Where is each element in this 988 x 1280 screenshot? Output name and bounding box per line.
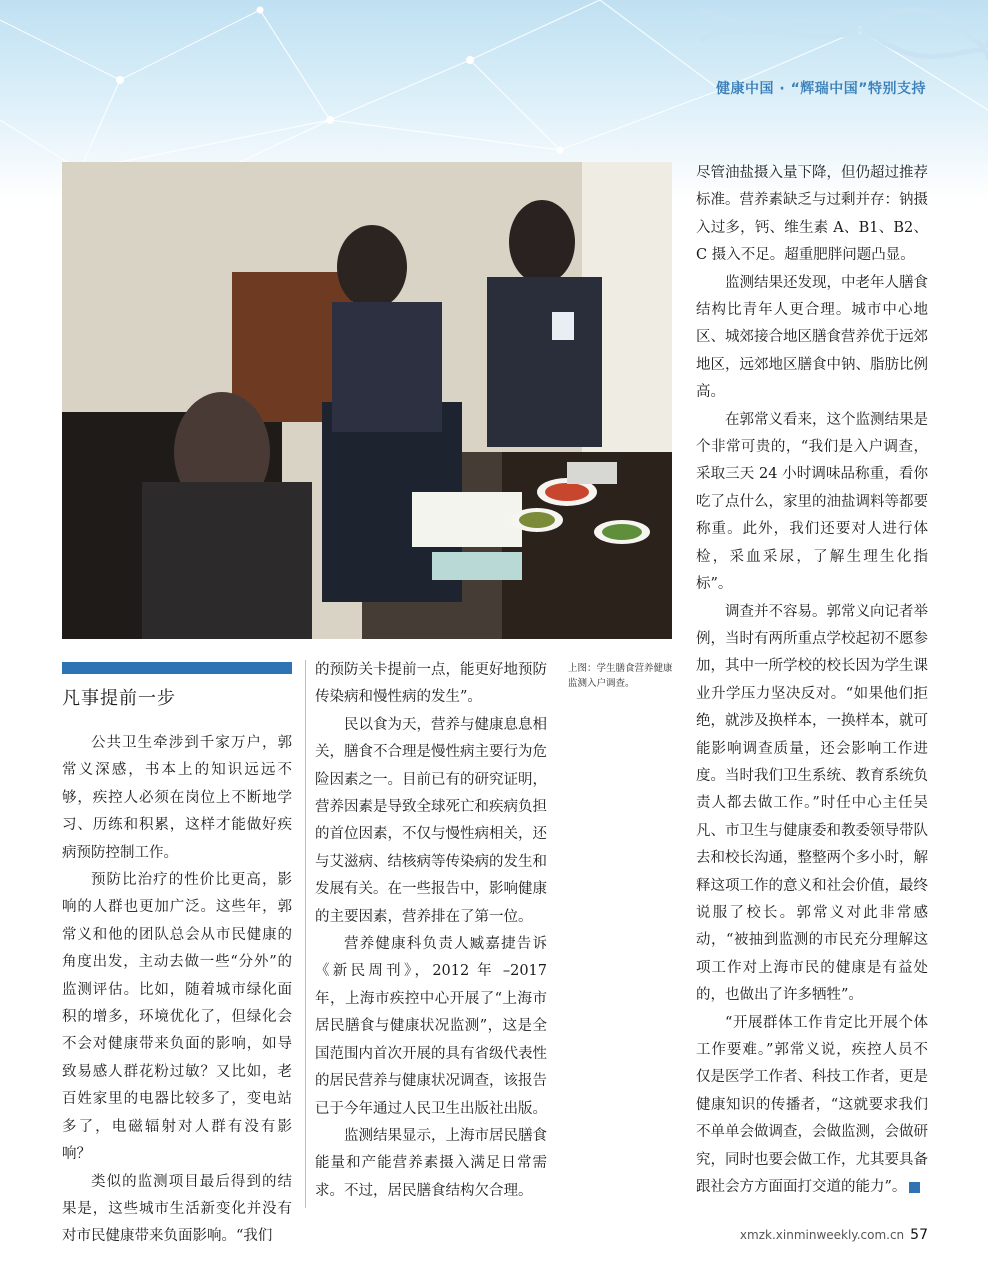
article-column-3 — [696, 160, 948, 1201]
article-column-2 — [315, 657, 547, 1205]
paragraph-final-text: “开展群体工作肯定比开展个体工作要难。”郭常义说，疾控人员不仅是医学工作者、科技工作者，更是健康知识的传播者，“这就要求我们不单单会做调查，会做监测，会做研究，同时也要会做工作，尤其要具备跟社会方方面面打交道的能力”。 — [696, 1014, 928, 1196]
footer-url: xmzk.xinminweekly.com.cn — [739, 1228, 905, 1242]
paragraph: 监测结果显示，上海市居民膳食能量和产能营养素摄入满足日常需求。不过，居民膳食结构欠合理。 — [315, 1127, 547, 1199]
article-column-1 — [62, 730, 292, 1251]
page-number: 57 — [910, 1227, 928, 1243]
section-title: 凡事提前一步 — [62, 688, 176, 709]
photo-dietary-survey — [62, 162, 672, 639]
paragraph: 调查并不容易。郭常义向记者举例，当时有两所重点学校起初不愿参加，其中一所学校的校长因为学生课业升学压力坚决反对。“如果他们拒绝，就涉及换样本，一换样本，就可能影响调查质量，还会影响工作进度。当时我们卫生系统、教育系统负责人都去做工作。”时任中心主任吴凡、市卫生与健康委和教委领导带队去和校长沟通，整整两个多小时，解释这项工作的意义和社会价值，最终说服了校长。郭常义对此非常感动，“被抽到监测的市民充分理解这项工作对上海市民的健康是有益处的，也做出了许多牺牲”。 — [696, 603, 928, 1004]
paragraph: 民以食为天，营养与健康息息相关，膳食不合理是慢性病主要行为危险因素之一。目前已有的研究证明，营养因素是导致全球死亡和疾病负担的首位因素，不仅与慢性病相关，还与艾滋病、结核病等传染病的发生和发展有关。在一些报告中，影响健康的主要因素，营养排在了第一位。 — [315, 716, 547, 925]
paragraph: 尽管油盐摄入量下降，但仍超过推荐标准。营养素缺乏与过剩并存：钠摄入过多，钙、维生素 A、B1、B2、C 摄入不足。超重肥胖问题凸显。 — [696, 165, 928, 264]
paragraph: 监测结果还发现，中老年人膳食结构比青年人更合理。城市中心地区、城郊接合地区膳食营养优于远郊地区，远郊地区膳食中钠、脂肪比例高。 — [696, 274, 928, 401]
paragraph-final — [696, 1010, 948, 1202]
paragraph: 类似的监测项目最后得到的结果是，这些城市生活新变化并没有对市民健康带来负面影响。“我们 — [62, 1173, 292, 1245]
paragraph: 在郭常义看来，这个监测结果是个非常可贵的，“我们是入户调查，采取三天 24 小时调味品称重，看你吃了点什么，家里的油盐调料等都要称重。此外，我们还要对人进行体检，采血采尿，了解生理生化指标”。 — [696, 411, 928, 593]
column-divider — [305, 660, 306, 1208]
photo-caption: 上图：学生膳食营养健康监测入户调查。 — [568, 663, 673, 689]
section-accent-bar — [62, 662, 292, 674]
paragraph: 公共卫生牵涉到千家万户，郭常义深感，书本上的知识远远不够，疾控人必须在岗位上不断地学习、历练和积累，这样才能做好疾病预防控制工作。 — [62, 735, 292, 861]
section-credit: 健康中国 · “辉瑞中国”特别支持 — [716, 81, 926, 97]
page-footer — [740, 1227, 928, 1243]
paragraph: 的预防关卡提前一点，能更好地预防传染病和慢性病的发生”。 — [315, 662, 547, 706]
end-mark-icon: 民 — [909, 1182, 920, 1193]
paragraph: 营养健康科负责人臧嘉捷告诉《新民周刊》，2012 年 –2017 年，上海市疾控中心开展了“上海市居民膳食与健康状况监测”，这是全国范围内首次开展的具有省级代表性的居民营养与健康状况调查，该报告已于今年通过人民卫生出版社出版。 — [315, 936, 547, 1117]
paragraph: 预防比治疗的性价比更高，影响的人群也更加广泛。这些年，郭常义和他的团队总会从市民健康的角度出发，主动去做一些“分外”的监测评估。比如，随着城市绿化面积的增多，环境优化了，但绿化会不会对健康带来负面的影响，如导致易感人群花粉过敏？又比如，老百姓家里的电器比较多了，变电站多了，电磁辐射对人群有没有影响？ — [62, 872, 292, 1163]
